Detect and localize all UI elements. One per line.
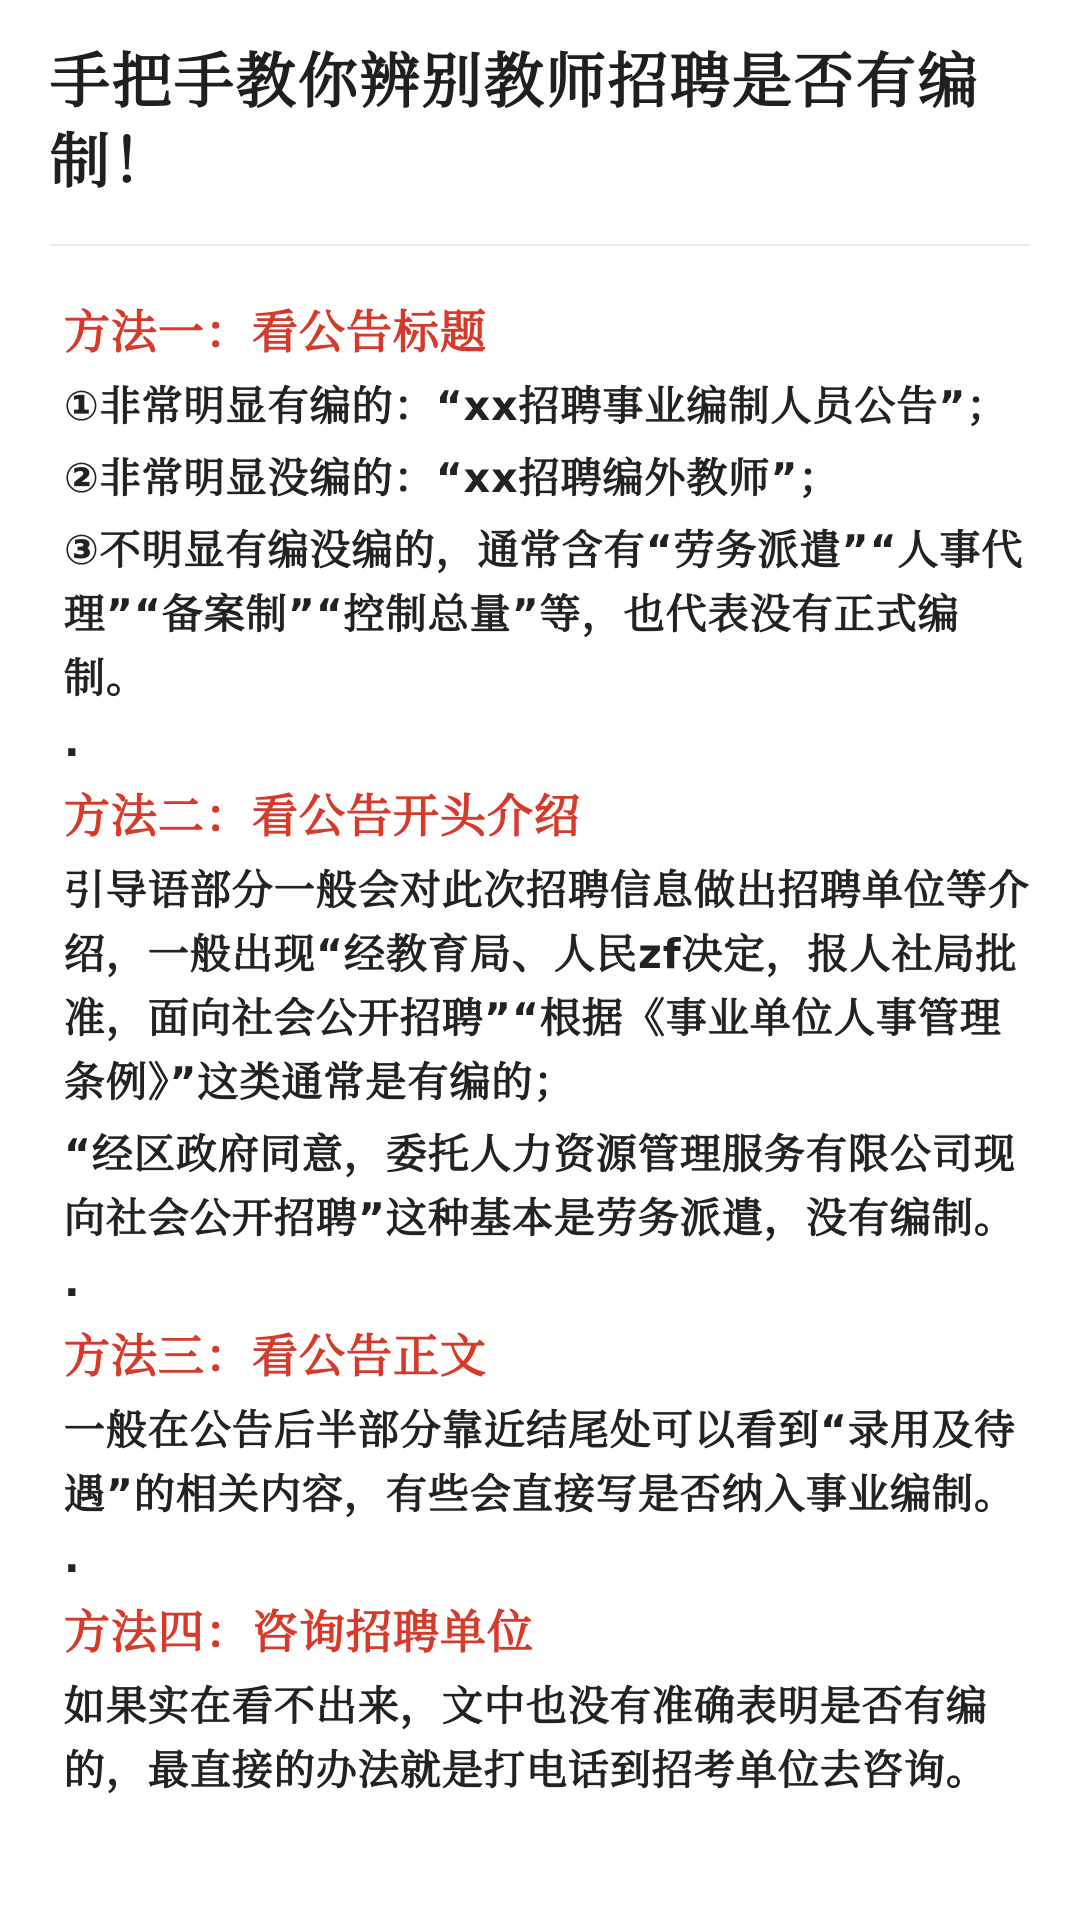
method-4-heading: 方法四：咨询招聘单位	[64, 1605, 534, 1659]
section-separator: .	[64, 1534, 80, 1582]
section-separator: .	[64, 718, 80, 766]
article-title: 手把手教你辨别教师招聘是否有编制！	[50, 47, 980, 197]
method-2-paragraph-1: 引导语部分一般会对此次招聘信息做出招聘单位等介绍，一般出现“经教育局、人民zf决定，报人社局批准，面向社会公开招聘”“根据《事业单位人事管理条例》”这类通常是有编的；	[64, 866, 1030, 1106]
method-1-heading: 方法一：看公告标题	[64, 305, 487, 359]
method-1-section	[50, 302, 1030, 766]
method-1-item-2: ②非常明显没编的：“xx招聘编外教师”；	[64, 454, 841, 502]
section-separator: .	[64, 1258, 80, 1306]
method-4-paragraph-1: 如果实在看不出来，文中也没有准确表明是否有编的，最直接的办法就是打电话到招考单位去咨询。	[64, 1682, 988, 1794]
method-2-section	[50, 786, 1030, 1306]
method-2-paragraph-2: “经区政府同意，委托人力资源管理服务有限公司现向社会公开招聘”这种基本是劳务派遣，没有编制。	[64, 1130, 1016, 1242]
method-2-heading: 方法二：看公告开头介绍	[64, 789, 581, 843]
method-3-paragraph-1: 一般在公告后半部分靠近结尾处可以看到“录用及待遇”的相关内容，有些会直接写是否纳入事业编制。	[64, 1406, 1016, 1518]
method-4-section	[50, 1602, 1030, 1802]
method-3-heading: 方法三：看公告正文	[64, 1329, 487, 1383]
method-3-section	[50, 1326, 1030, 1582]
method-1-item-1: ①非常明显有编的：“xx招聘事业编制人员公告”；	[64, 382, 1009, 430]
method-1-item-3: ③不明显有编没编的，通常含有“劳务派遣”“人事代理”“备案制”“控制总量”等，也代表没有正式编制。	[64, 526, 1024, 702]
title-divider	[50, 244, 1030, 246]
